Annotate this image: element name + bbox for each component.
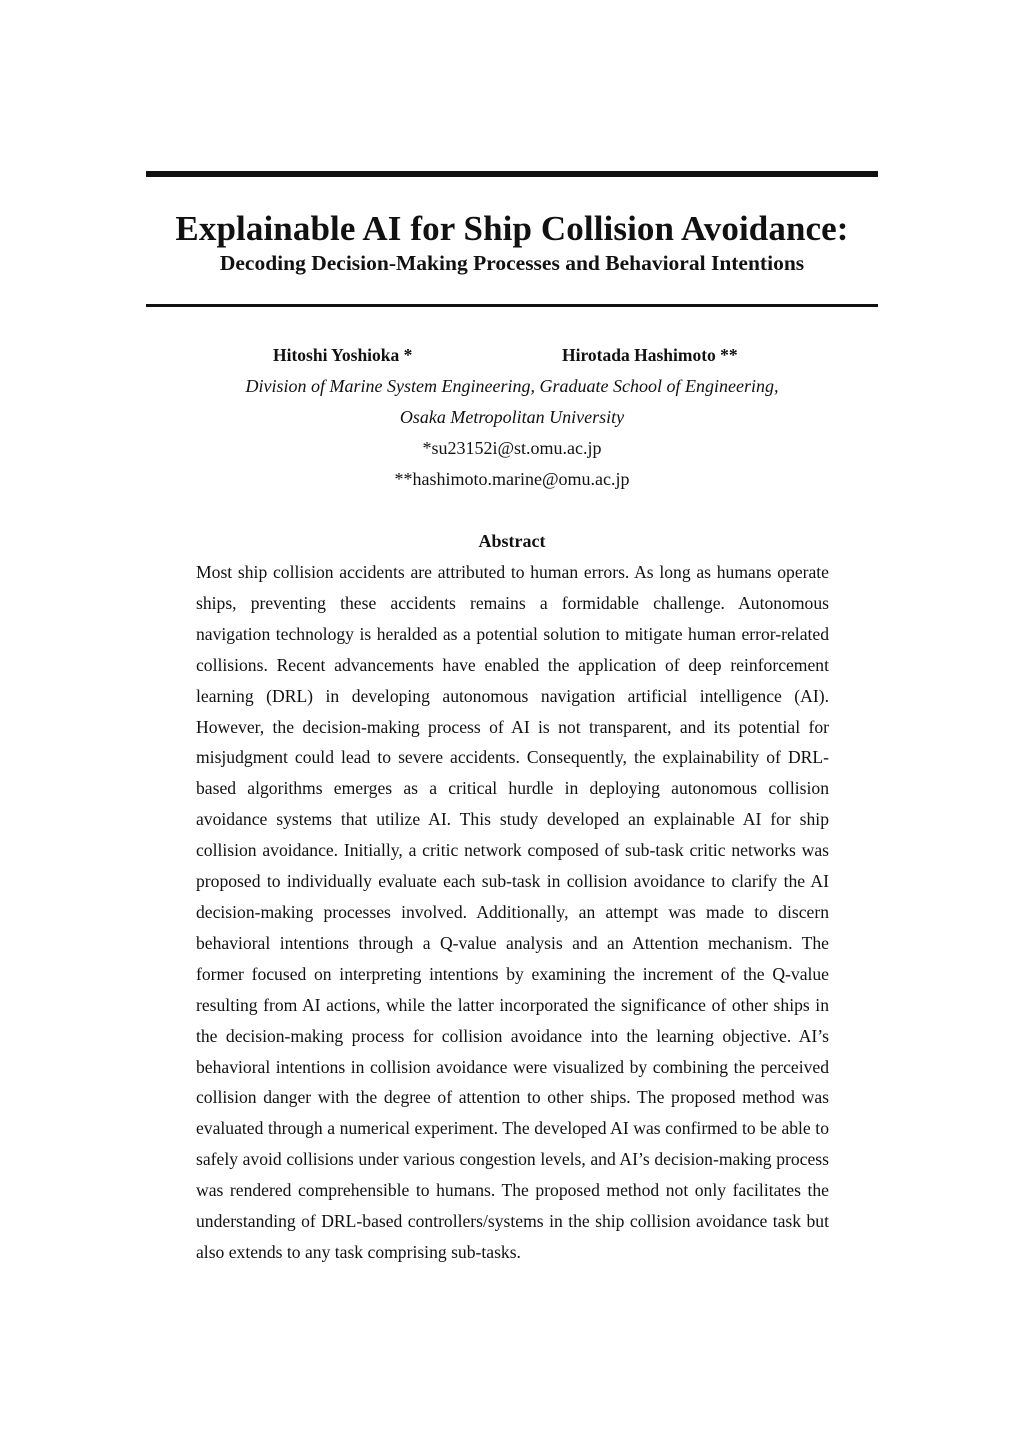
author-2-name: Hirotada Hashimoto ** [562, 345, 738, 365]
abstract-heading: Abstract [478, 531, 546, 551]
author-2-email: **hashimoto.marine@omu.ac.jp [394, 469, 630, 489]
affiliation-line-2: Osaka Metropolitan University [399, 407, 625, 427]
abstract-body: Most ship collision accidents are attributed to human errors. As long as humans operate ships, preventing these accidents remains a formidable challenge. Autonomous navigation technology is heralded as a potential solution to mitigate human error-related collisions. Recent advancements have enabled the application of deep reinforcement learning (DRL) in developing autonomous navigation artificial intelligence (AI). However, the decision-making process of AI is not transparent, and its potential for misjudgment could lead to severe accidents. Consequently, the explainability of DRL-based algorithms emerges as a critical hurdle in deploying autonomous collision avoidance systems that utilize AI. This study developed an explainable AI for ship collision avoidance. Initially, a critic network composed of sub-task critic networks was proposed to individually evaluate each sub-task in collision avoidance to clarify the AI decision-making processes involved. Additionally, an attempt was made to discern behavioral intentions through a Q-value analysis and an Attention mechanism. The former focused on interpreting intentions by examining the increment of the Q-value resulting from AI actions, while the latter incorporated the significance of other ships in the decision-making process for collision avoidance into the learning objective. AI’s behavioral intentions in collision avoidance were visualized by combining the perceived collision danger with the degree of attention to other ships. The proposed method was evaluated through a numerical experiment. The developed AI was confirmed to be able to safely avoid collisions under various congestion levels, and AI’s decision-making process was rendered comprehensible to humans. The proposed method not only facilitates the understanding of DRL-based controllers/systems in the ship collision avoidance task but also extends to any task comprising sub-tasks. [196, 562, 829, 1262]
title-bottom-rule [146, 304, 878, 307]
author-1-email: *su23152i@st.omu.ac.jp [422, 438, 602, 458]
affiliation-line-1: Division of Marine System Engineering, Graduate School of Engineering, [245, 376, 779, 396]
author-1-name: Hitoshi Yoshioka * [273, 345, 413, 365]
paper-subtitle: Decoding Decision-Making Processes and Behavioral Intentions [219, 251, 805, 275]
title-top-rule [146, 171, 878, 177]
paper-title: Explainable AI for Ship Collision Avoidance: [175, 209, 849, 248]
